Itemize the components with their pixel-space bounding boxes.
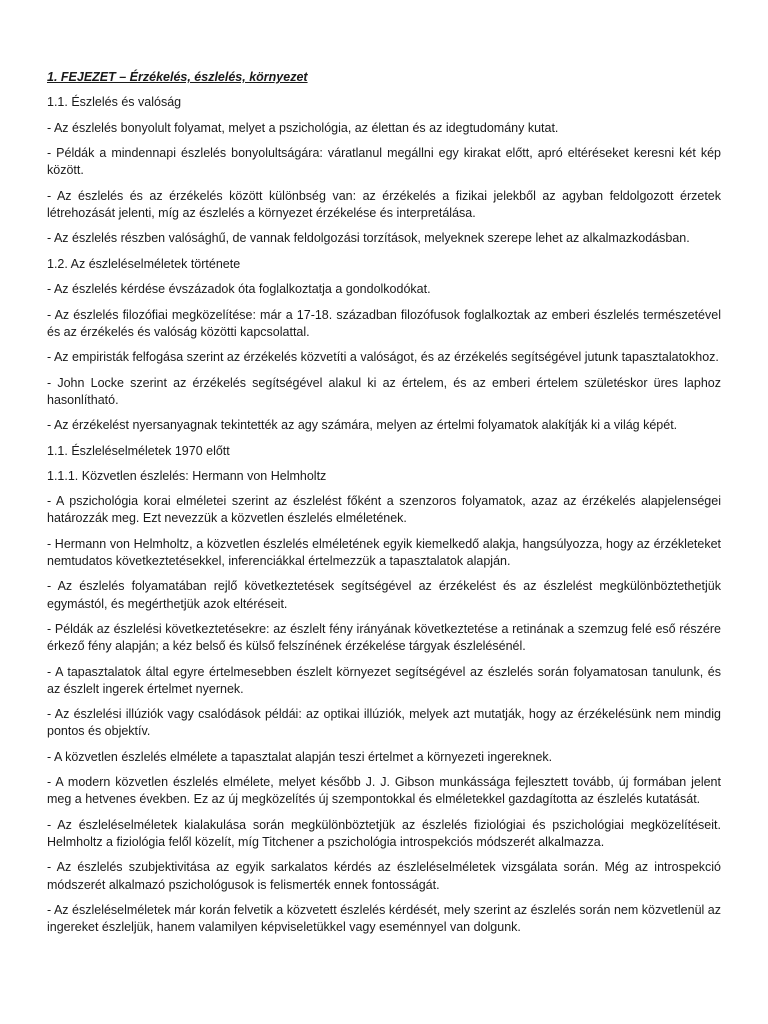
paragraph: - Az észlelés részben valósághű, de vannak feldolgozási torzítások, melyeknek szerepe lehet az alkalmazkodásban. [47, 231, 690, 246]
section-heading: 1.2. Az észleléselméletek története [47, 256, 241, 271]
paragraph: - Az észlelés szubjektivitása az egyik sarkalatos kérdés az észleléselméletek vizsgálata során. Még az introspekció módszerét alkalmazó pszichológusok is felismerték ennek fontosságát. [47, 860, 721, 892]
paragraph: - A közvetlen észlelés elmélete a tapasztalat alapján teszi értelmet a környezeti ingereknek. [47, 749, 553, 764]
paragraph: - Példák az észlelési következtetésekre: az észlelt fény irányának következtetése a retinának a szemzug felé eső részére érkező fény alapján; a kéz belső és külső felszínének érzékelése tárgyak észlelésénél. [47, 622, 721, 654]
paragraph: - Az érzékelést nyersanyagnak tekintették az agy számára, melyen az értelmi folyamatok alakítják ki a világ képét. [47, 418, 678, 433]
paragraph: - Hermann von Helmholtz, a közvetlen észlelés elméletének egyik kiemelkedő alakja, hangsúlyozza, hogy az érzékleteket nemtudatos következtetésekkel, inferenciákkal értelmezzük a tapasztalatok alapján. [47, 536, 721, 569]
paragraph: - Példák a mindennapi észlelés bonyolultságára: váratlanul megállni egy kirakat előtt, apró eltéréseket keresni két kép között. [47, 146, 721, 178]
section-heading: 1.1. Észlelés és valóság [47, 95, 182, 110]
section-heading: 1.1. Észleléselméletek 1970 előtt [47, 443, 230, 458]
paragraph: - A modern közvetlen észlelés elmélete, melyet később J. J. Gibson munkássága fejlesztett tovább, új formában jelent meg a hetvenes években. Ez az új megközelítés új szempontokkal és elméletekkel gazdagította az észlelés kutatását. [47, 775, 721, 807]
paragraph: - Az észleléselméletek kialakulása során megkülönböztetjük az észlelés fiziológiai és pszichológiai megközelítéseit. Helmholtz a fiziológia felől közelít, míg Titchener a pszichológia introspekciós módszerét alkalmazza. [47, 817, 721, 850]
paragraph: - Az észlelés kérdése évszázadok óta foglalkoztatja a gondolkodókat. [47, 282, 431, 297]
paragraph: - Az észlelési illúziók vagy csalódások példái: az optikai illúziók, melyek azt mutatják, hogy az érzékelésünk nem mindig pontos és objektív. [47, 707, 721, 739]
paragraph: - Az észleléselméletek már korán felvetik a közvetett észlelés kérdését, mely szerint az észlelés során nem közvetlenül az ingereket észleljük, hanem valamilyen képviseletükkel vagy eseménnyel van dolgunk. [47, 903, 721, 935]
paragraph: - Az észlelés filozófiai megközelítése: már a 17-18. században filozófusok foglalkoztak az emberi észlelés természetével és az érzékelés és valóság közötti kapcsolattal. [47, 307, 721, 339]
paragraph: - A tapasztalatok által egyre értelmesebben észlelt környezet segítségével az észlelés során folyamatosan tanulunk, és az észlelt ingerek értelmet nyernek. [47, 664, 721, 696]
chapter-title: 1. FEJEZET – Érzékelés, észlelés, környezet [47, 70, 308, 84]
document-page [47, 69, 721, 945]
subsection-heading: 1.1.1. Közvetlen észlelés: Hermann von Helmholtz [47, 468, 327, 483]
paragraph: - Az észlelés bonyolult folyamat, melyet a pszichológia, az élettan és az idegtudomány kutat. [47, 120, 559, 135]
paragraph: - Az észlelés és az érzékelés között különbség van: az érzékelés a fizikai jelekből az agyban feldolgozott érzetek létrehozását jelenti, míg az észlelés a környezet érzékelése és interpretálása. [47, 188, 721, 220]
paragraph: - Az empiristák felfogása szerint az érzékelés közvetíti a valóságot, és az érzékelés segítségével jutunk tapasztalatokhoz. [47, 350, 719, 365]
paragraph: - John Locke szerint az érzékelés segítségével alakul ki az értelem, és az emberi értelem születéskor üres laphoz hasonlítható. [47, 375, 721, 407]
paragraph: - A pszichológia korai elméletei szerint az észlelést főként a szenzoros folyamatok, azaz az érzékelés alapjelenségei határozzák meg. Ezt nevezzük a közvetlen észlelés elméletének. [47, 494, 721, 526]
paragraph: - Az észlelés folyamatában rejlő következtetések segítségével az érzékelést és az észlelést megkülönböztethetjük egymástól, és megérthetjük azok eltéréseit. [47, 579, 721, 611]
